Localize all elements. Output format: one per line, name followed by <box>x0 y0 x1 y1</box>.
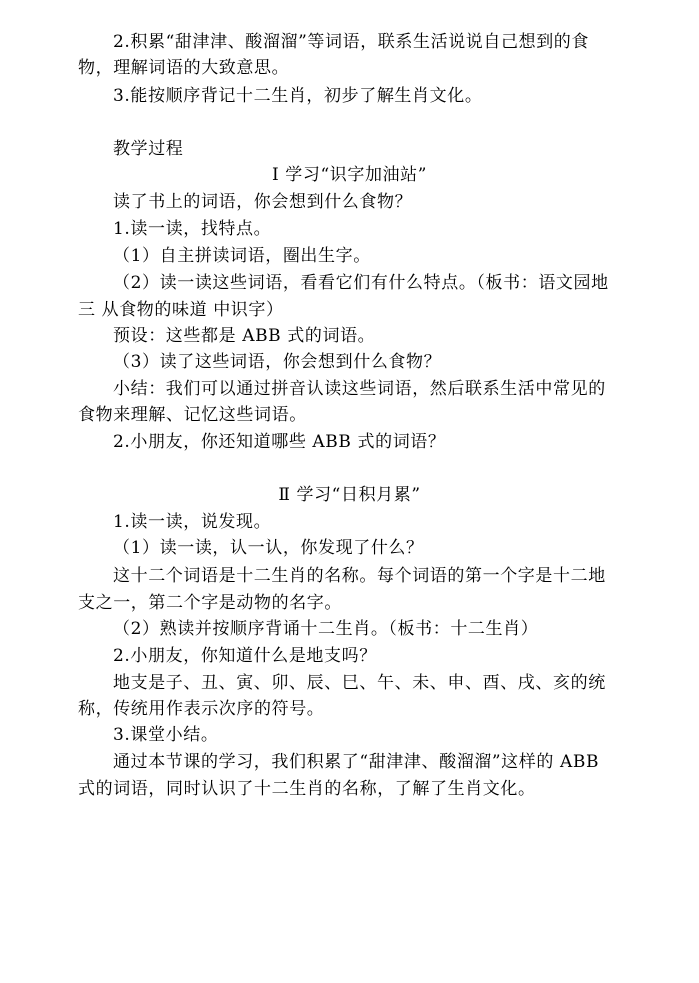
paragraph-line: 1.读一读，说发现。 <box>113 512 272 532</box>
objective-2-line-2: 物，理解词语的大致意思。 <box>78 58 290 78</box>
paragraph-line: 这十二个词语是十二生肖的名称。每个词语的第一个字是十二地 <box>113 566 606 586</box>
paragraph-line: 预设：这些都是 ABB 式的词语。 <box>113 326 376 346</box>
paragraph-line: （1）自主拼读词语，圈出生字。 <box>113 246 371 266</box>
paragraph-line: 三 从食物的味道 中识字） <box>78 300 284 320</box>
paragraph-line: 支之一，第二个字是动物的名字。 <box>78 593 342 613</box>
objective-3: 3.能按顺序背记十二生肖，初步了解生肖文化。 <box>113 86 483 106</box>
paragraph-line: 小结：我们可以通过拼音认读这些词语，然后联系生活中常见的 <box>113 379 606 399</box>
paragraph-line: 通过本节课的学习，我们积累了“甜津津、酸溜溜”这样的 ABB <box>113 752 600 772</box>
paragraph-line: 称，传统用作表示次序的符号。 <box>78 699 325 719</box>
paragraph-line: 读了书上的词语，你会想到什么食物？ <box>113 192 413 212</box>
paragraph-line: （2）读一读这些词语，看看它们有什么特点。（板书：语文园地 <box>113 273 609 293</box>
paragraph-line: 地支是子、丑、寅、卯、辰、巳、午、未、申、酉、戌、亥的统 <box>113 673 606 693</box>
paragraph-line: 2.小朋友，你还知道哪些 ABB 式的词语？ <box>113 432 446 452</box>
objective-2-line-1: 2.积累“甜津津、酸溜溜”等词语，联系生活说说自己想到的食 <box>113 32 590 52</box>
section-2-title: Ⅱ 学习“日积月累” <box>278 485 421 505</box>
paragraph-line: （1）读一读，认一认，你发现了什么？ <box>113 538 424 558</box>
paragraph-line: （3）读了这些词语，你会想到什么食物？ <box>113 352 442 372</box>
section-1-title: Ⅰ 学习“识字加油站” <box>271 165 428 185</box>
paragraph-line: 3.课堂小结。 <box>113 725 219 745</box>
paragraph-line: 2.小朋友，你知道什么是地支吗？ <box>113 646 377 666</box>
paragraph-line: 食物来理解、记忆这些词语。 <box>78 405 307 425</box>
process-heading: 教学过程 <box>113 139 184 159</box>
paragraph-line: （2）熟读并按顺序背诵十二生肖。（板书：十二生肖） <box>113 619 539 639</box>
paragraph-line: 1.读一读，找特点。 <box>113 219 272 239</box>
paragraph-line: 式的词语，同时认识了十二生肖的名称，了解了生肖文化。 <box>78 779 536 799</box>
